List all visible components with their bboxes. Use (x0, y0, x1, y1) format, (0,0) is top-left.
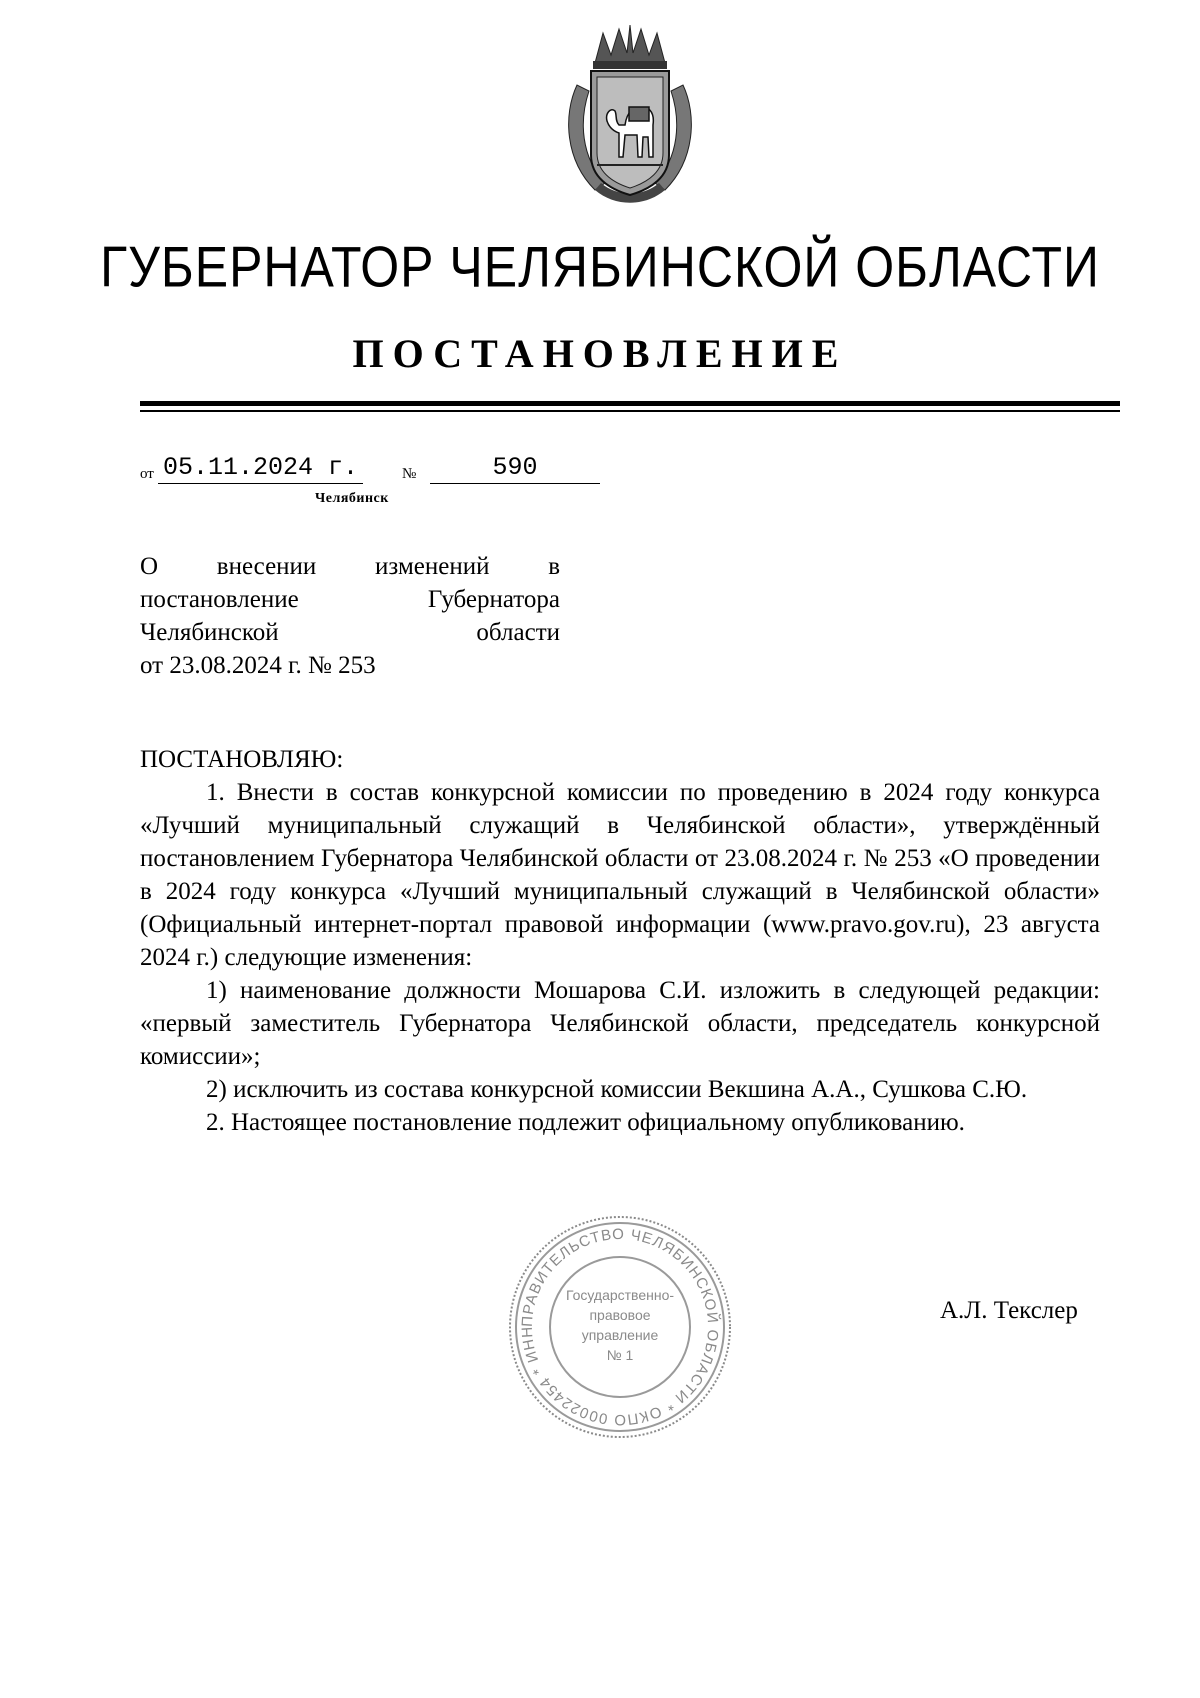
subject-line: постановление Губернатора (140, 586, 560, 613)
seal-inner-line: № 1 (606, 1347, 634, 1363)
header-divider-thick (140, 401, 1120, 406)
issuing-authority-title: ГУБЕРНАТОР ЧЕЛЯБИНСКОЙ ОБЛАСТИ (100, 234, 1100, 300)
document-number: 590 (430, 453, 600, 484)
signatory-name: А.Л. Текслер (940, 1297, 1078, 1324)
coat-of-arms-emblem (555, 25, 705, 210)
seal-inner-line: управление (581, 1327, 659, 1343)
subject-line: Челябинской области (140, 619, 560, 646)
paragraph-2: 2. Настоящее постановление подлежит официальному опубликованию. (206, 1109, 965, 1136)
operative-heading: ПОСТАНОВЛЯЮ: (140, 746, 344, 773)
seal-inner-line: Государственно- (565, 1287, 675, 1303)
document-date-number-row (140, 453, 600, 493)
number-prefix-label: № (402, 466, 417, 482)
official-seal-stamp (505, 1212, 735, 1442)
date-prefix-label: от (140, 466, 154, 482)
paragraph-1-item-2: 2) исключить из состава конкурсной комиссии Векшина А.А., Сушкова С.Ю. (206, 1076, 1028, 1103)
seal-outer-text: ПРАВИТЕЛЬСТВО ЧЕЛЯБИНСКОЙ ОБЛАСТИ * ОКПО 00022454 * ИНН (518, 1225, 722, 1429)
document-type-title: ПОСТАНОВЛЕНИЕ (352, 331, 848, 376)
subject-line: О внесении изменений в (140, 553, 560, 580)
subject-line: от 23.08.2024 г. № 253 (140, 652, 376, 679)
seal-inner-line: правовое (589, 1307, 651, 1323)
paragraph-1: 1. Внести в состав конкурсной комиссии по проведению в 2024 году конкурса «Лучший муниципальный служащий в Челябинской области», утверждённый постановлением Губернатора Челябинской области от 23.08.2024 г. № 253 «О проведении в 2024 году конкурса «Лучший муниципальный служащий в Челябинской области» (Официальный интернет-портал правовой информации (www.pravo.gov.ru), 23 августа 2024 г.) следующие изменения: (140, 779, 1100, 971)
document-subject (140, 550, 560, 682)
paragraph-1-item-1: 1) наименование должности Мошарова С.И. изложить в следующей редакции: «первый заместитель Губернатора Челябинской области, председатель конкурсной комиссии»; (140, 977, 1100, 1070)
document-date: 05.11.2024 г. (158, 453, 363, 484)
place-of-issue: Челябинск (315, 491, 389, 506)
document-body (140, 743, 1100, 1139)
header-divider-thin (140, 410, 1120, 412)
